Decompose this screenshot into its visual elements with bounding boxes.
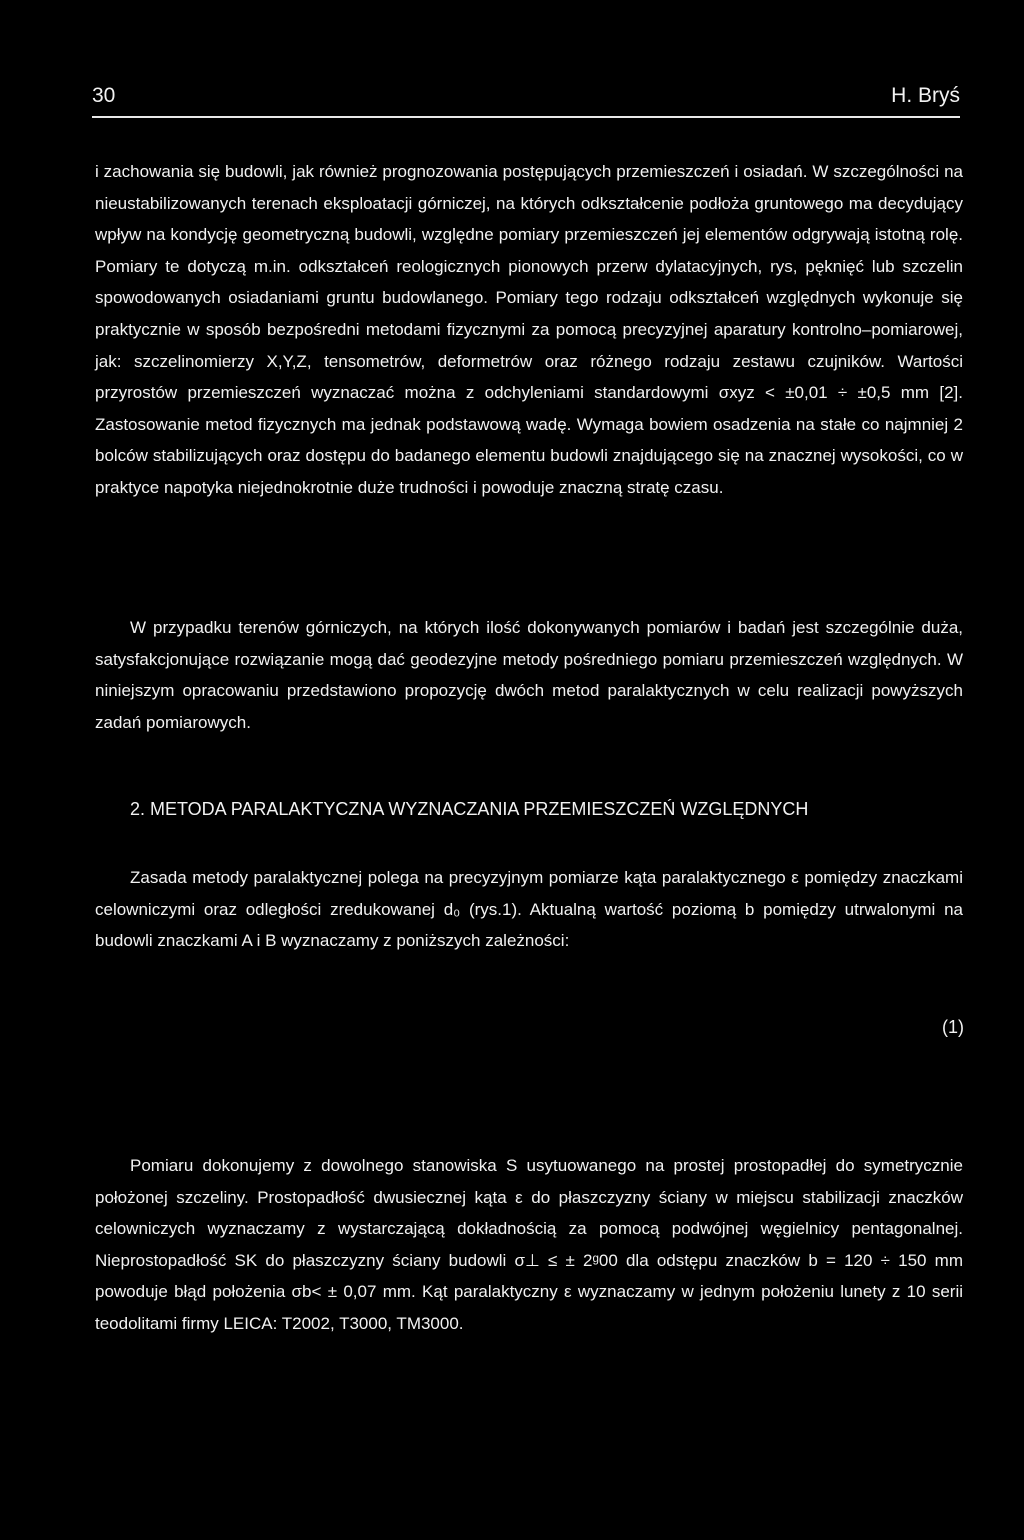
body-paragraph-3: Zasada metody paralaktycznej polega na precyzyjnym pomiarze kąta paralaktycznego ε pomiędzy znaczkami celowniczymi oraz odległości zredukowanej d₀ (rys.1). Aktualną wartość poziomą b pomiędzy utrwalonymi na budowli znaczkami A i B wyznaczamy z poniższych zależności:: [95, 868, 963, 951]
equation-number: (1): [942, 1017, 964, 1037]
body-paragraph-1: i zachowania się budowli, jak również prognozowania postępujących przemieszczeń i osiadań. W szczególności na nieustabilizowanych terenach eksploatacji górniczej, na których odkształcenie podłoża gruntowego ma decydujący wpływ na kondycję geometryczną budowli, względne pomiary przemieszczeń jej elementów odgrywają istotną rolę. Pomiary te dotyczą m.in. odkształceń reologicznych pionowych przerw dylatacyjnych, rys, pęknięć lub szczelin spowodowanych osiadaniami gruntu budowlanego. Pomiary tego rodzaju odkształceń względnych wykonuje się praktycznie w sposób bezpośredni metodami fizycznymi za pomocą precyzyjnej aparatury kontrolno–pomiarowej, jak: szczelinomierzy X,Y,Z, tensometrów, deformetrów oraz różnego rodzaju zestawu czujników. Wartości przyrostów przemieszczeń wyznaczać można z odchyleniami standardowymi σxyz < ±0,01 ÷ ±0,5 mm [2]. Zastosowanie metod fizycznych ma jednak podstawową wadę. Wymaga bowiem osadzenia na stałe co najmniej 2 bolców stabilizujących oraz dostępu do badanego elementu budowli znajdującego się na znacznej wysokości, co w praktyce napotyka niejednokrotnie duże trudności i powoduje znaczną stratę czasu.: [95, 162, 963, 497]
page-number: 30: [92, 84, 116, 107]
running-author: H. Bryś: [891, 84, 960, 107]
page-header: [92, 84, 960, 116]
body-paragraph-2: W przypadku terenów górniczych, na których ilość dokonywanych pomiarów i badań jest szczególnie duża, satysfakcjonujące rozwiązanie mogą dać geodezyjne metody pośredniego pomiaru przemieszczeń względnych. W niniejszym opracowaniu przedstawiono propozycję dwóch metod paralaktycznych w celu realizacji powyższych zadań pomiarowych.: [95, 618, 963, 732]
section-heading: 2. METODA PARALAKTYCZNA WYZNACZANIA PRZEMIESZCZEŃ WZGLĘDNYCH: [130, 799, 809, 819]
header-rule: [92, 116, 960, 118]
body-paragraph-4: Pomiaru dokonujemy z dowolnego stanowiska S usytuowanego na prostej prostopadłej do symetrycznie położonej szczeliny. Prostopadłość dwusiecznej kąta ε do płaszczyzny ściany w miejscu stabilizacji znaczków celowniczych wyznaczamy z wystarczającą dokładnością za pomocą podwójnej węgielnicy pentagonalnej. Nieprostopadłość SK do płaszczyzny ściany budowli σ⊥ ≤ ± 2ᵍ00 dla odstępu znaczków b = 120 ÷ 150 mm powoduje błąd położenia σb< ± 0,07 mm. Kąt paralaktyczny ε wyznaczamy w jednym położeniu lunety z 10 serii teodolitami firmy LEICA: T2002, T3000, TM3000.: [95, 1156, 963, 1333]
